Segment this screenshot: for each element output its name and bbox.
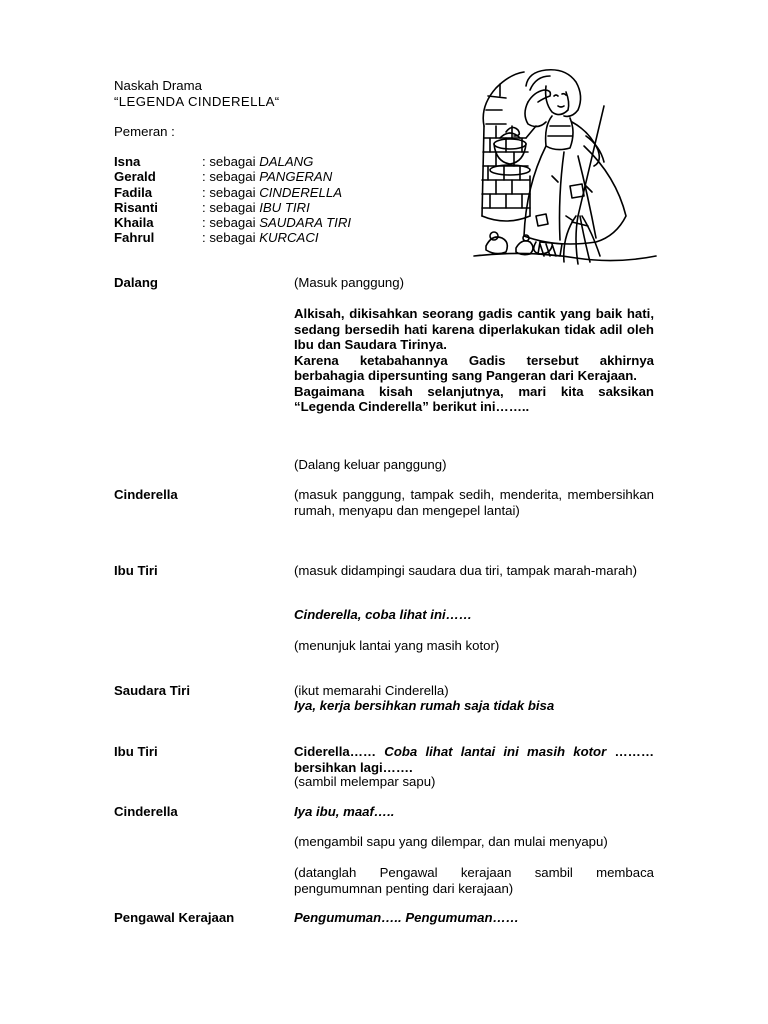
stage-direction: (sambil melempar sapu) <box>294 774 436 789</box>
narration-paragraph: Bagaimana kisah selanjutnya, mari kita saksikan “Legenda Cinderella” berikut ini…….. <box>294 383 654 414</box>
stage-direction: (datanglah Pengawal kerajaan sambil membaca pengumumnan penting dari kerajaan) <box>294 865 654 896</box>
stage-direction: (ikut memarahi Cinderella) <box>294 683 449 698</box>
narration-paragraph: Alkisah, dikisahkan seorang gadis cantik yang baik hati, sedang bersedih hati karena diperlakukan tidak adil oleh Ibu dan Saudara Tirinya. <box>294 306 654 352</box>
speaker-name: Cinderella <box>114 804 178 819</box>
dialogue-fragment: ……… bersihkan lagi……. <box>294 744 655 775</box>
doc-title: “LEGENDA CINDERELLA“ <box>114 93 280 109</box>
speaker-name: Ibu Tiri <box>114 563 158 578</box>
narration-paragraph: Karena ketabahannya Gadis tersebut akhirnya berbahagia dipersunting sang Pangeran dari Kerajaan. <box>294 352 654 383</box>
cast-role: : sebagai PANGERAN <box>202 169 333 185</box>
cast-name: Khaila <box>114 215 154 231</box>
dialogue-line: Iya, kerja bersihkan rumah saja tidak bisa <box>294 698 555 713</box>
doc-type: Naskah Drama <box>114 78 202 93</box>
cast-role: : sebagai CINDERELLA <box>202 184 343 200</box>
dialogue-fragment-italic: Coba lihat lantai ini masih kotor <box>384 744 607 759</box>
dialogue-line: Pengumuman….. Pengumuman…… <box>294 910 519 925</box>
speaker-name: Pengawal Kerajaan <box>114 910 235 925</box>
stage-direction: (masuk panggung, tampak sedih, menderita, membersihkan rumah, menyapu dan mengepel lantai) <box>294 487 654 518</box>
document-header <box>114 78 444 109</box>
role-name: PANGERAN <box>259 169 333 185</box>
role-name: IBU TIRI <box>259 199 310 215</box>
speaker-name: Dalang <box>114 275 158 290</box>
role-name: CINDERELLA <box>259 184 343 200</box>
dialogue-line: Cinderella, coba lihat ini…… <box>294 607 473 622</box>
stage-direction: (menunjuk lantai yang masih kotor) <box>294 638 500 653</box>
dialogue-fragment: Ciderella…… <box>294 744 377 759</box>
cast-name: Fahrul <box>114 230 155 246</box>
stage-direction: (masuk didampingi saudara dua tiri, tampak marah-marah) <box>294 563 638 578</box>
dalang-narration <box>294 306 654 415</box>
role-name: DALANG <box>259 154 314 169</box>
cinderella-figure-drawing <box>524 70 626 264</box>
cast-name: Isna <box>114 154 141 169</box>
brick-well-drawing <box>482 72 530 221</box>
dialogue-line <box>294 744 654 775</box>
cinderella-illustration <box>466 66 666 270</box>
cast-name: Fadila <box>114 184 153 200</box>
stage-direction: (Dalang keluar panggung) <box>294 457 447 472</box>
cast-role: : sebagai SAUDARA TIRI <box>202 215 352 231</box>
cast-role: : sebagai KURCACI <box>202 230 319 246</box>
stage-direction: (Masuk panggung) <box>294 275 404 290</box>
dialogue-line: Iya ibu, maaf….. <box>294 804 395 819</box>
cast-name: Gerald <box>114 169 156 185</box>
cast-name: Risanti <box>114 199 158 215</box>
role-name: KURCACI <box>259 230 319 246</box>
cast-role: : sebagai IBU TIRI <box>202 199 310 215</box>
speaker-name: Saudara Tiri <box>114 683 190 698</box>
cast-label: Pemeran : <box>114 124 175 139</box>
speaker-name: Ibu Tiri <box>114 744 158 759</box>
stage-direction: (mengambil sapu yang dilempar, dan mulai menyapu) <box>294 834 608 849</box>
speaker-name: Cinderella <box>114 487 178 502</box>
role-name: SAUDARA TIRI <box>259 215 352 231</box>
cast-role: : sebagai DALANG <box>202 154 314 169</box>
